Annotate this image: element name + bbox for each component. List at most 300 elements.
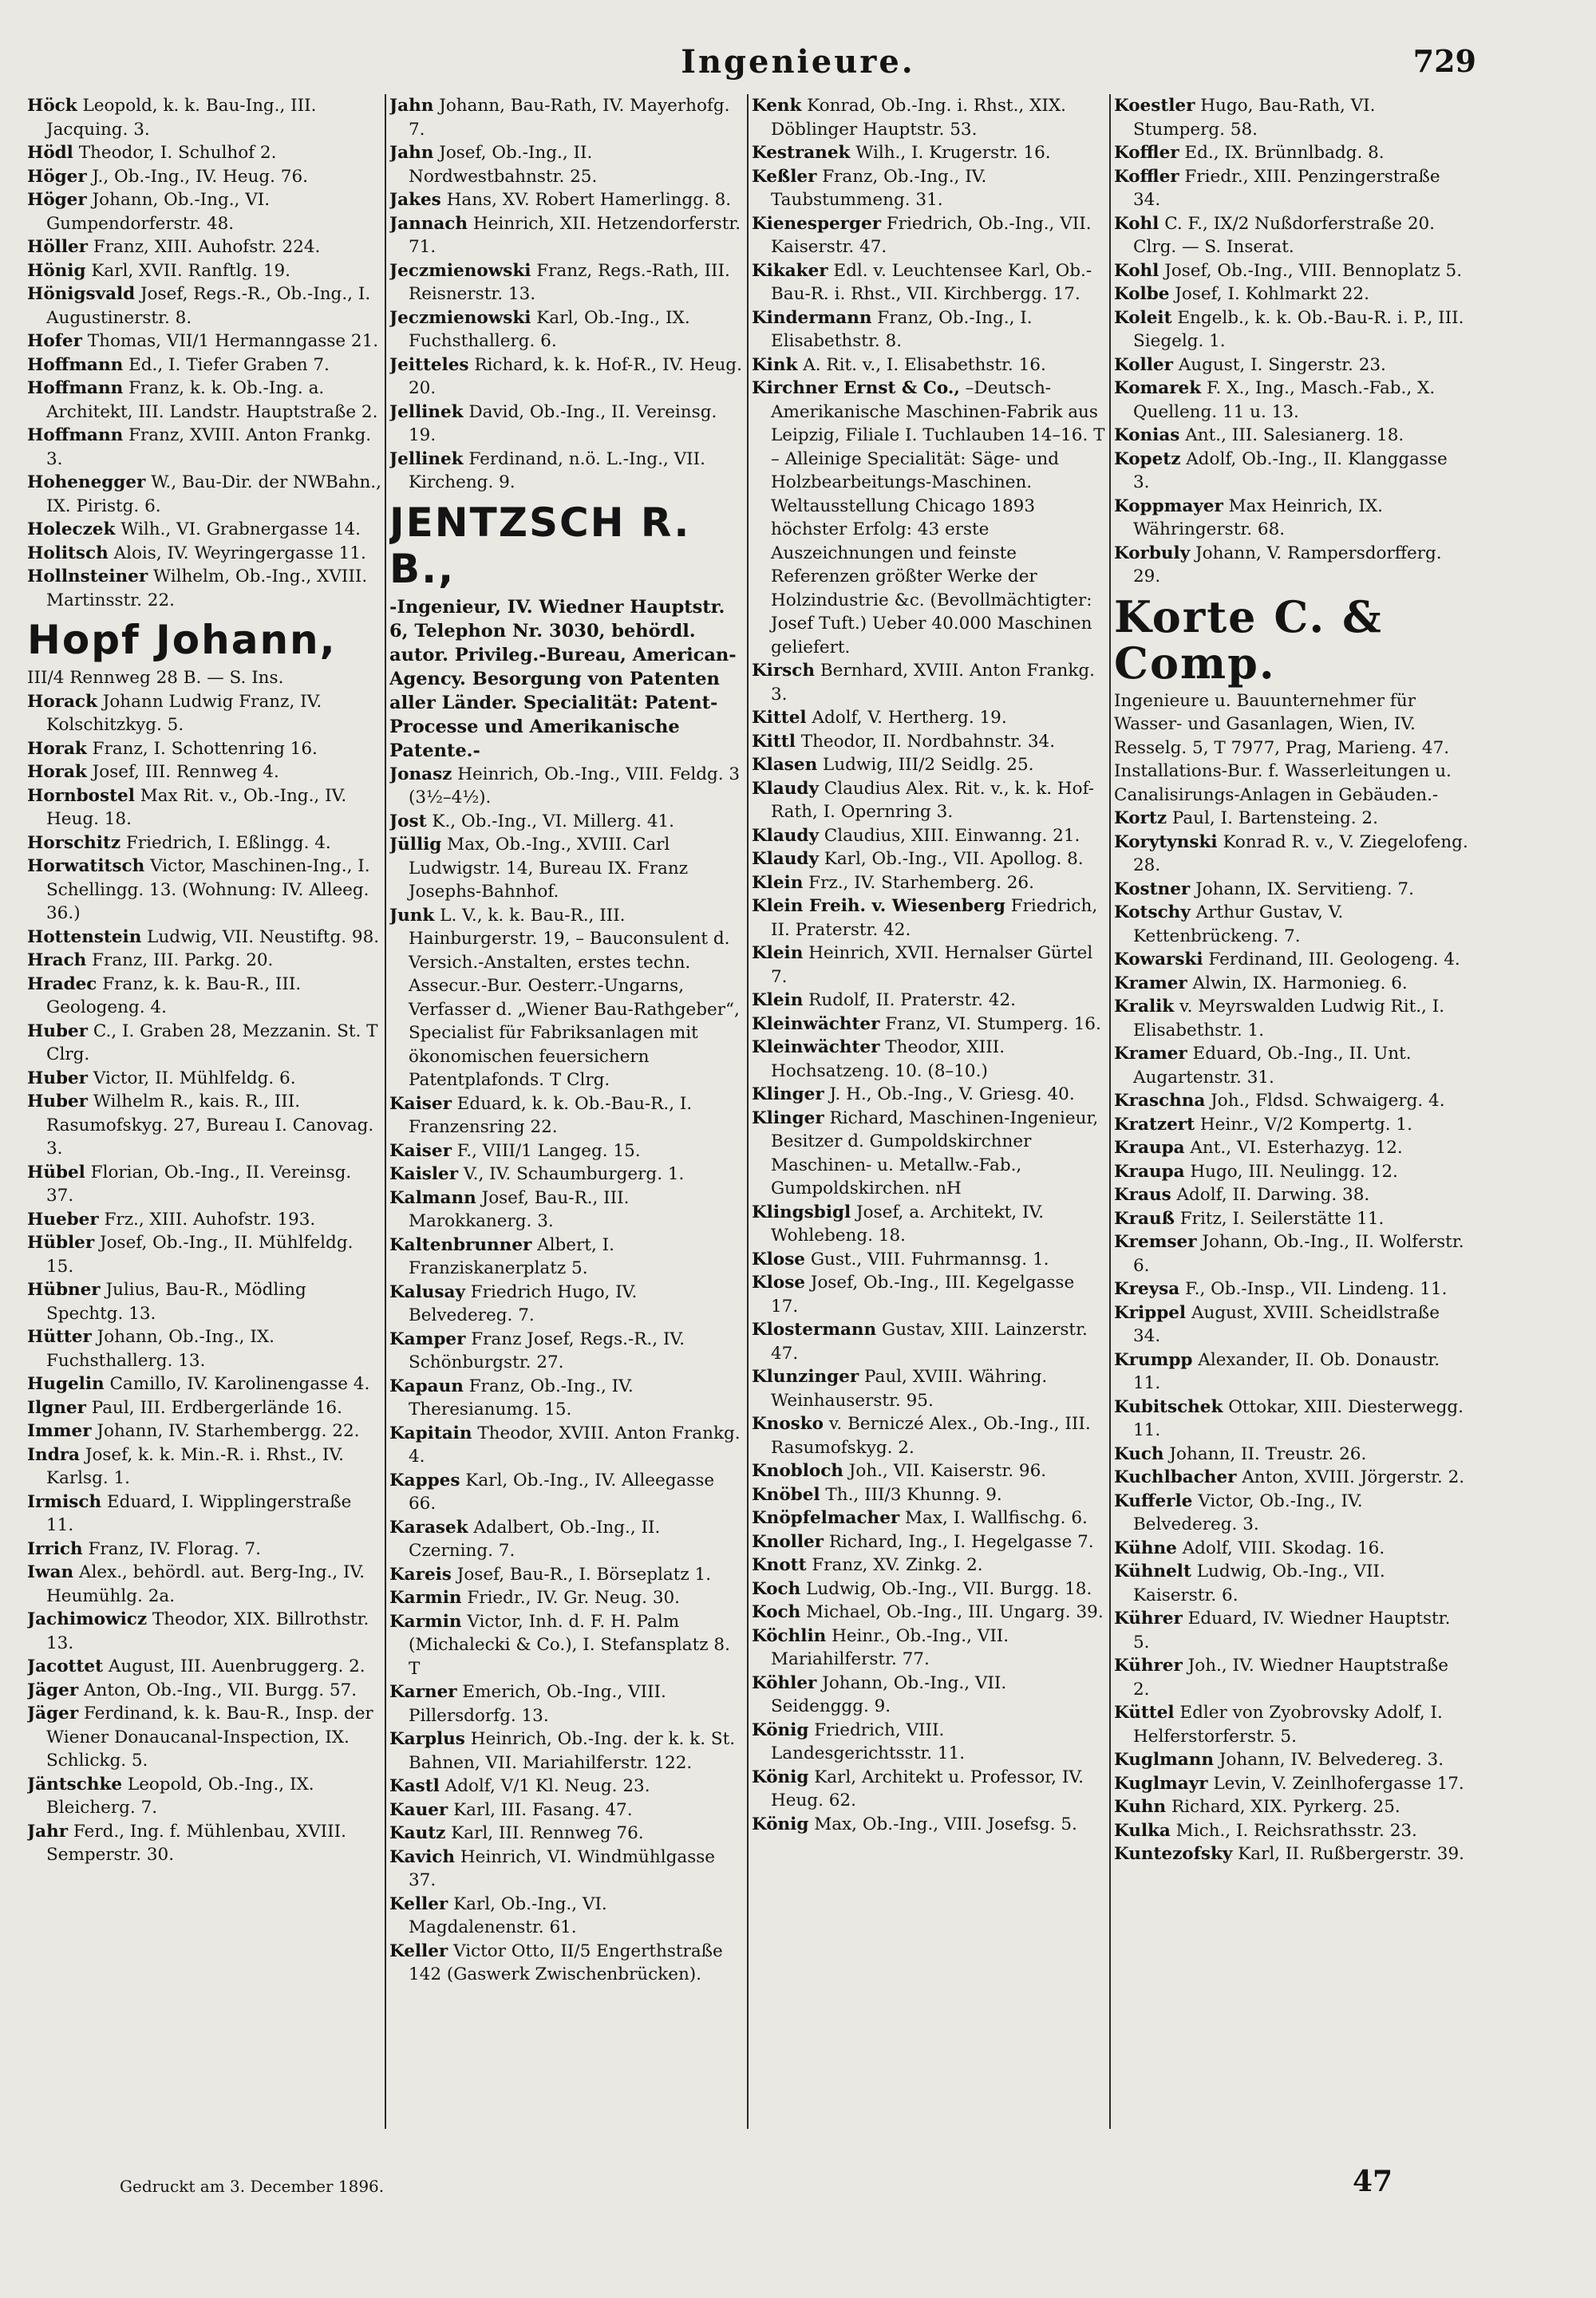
entry-name: Kappes bbox=[389, 1470, 460, 1491]
entry-details: Josef, Ob.-Ing., III. Kegelgasse 17. bbox=[771, 1273, 1075, 1317]
entry-details: Franz, Regs.-Rath, III. Reisnerstr. 13. bbox=[409, 260, 730, 304]
entry-details: Franz, III. Parkg. 20. bbox=[86, 950, 274, 970]
entry-name: Kink bbox=[752, 354, 798, 375]
entry-name: Knoller bbox=[752, 1531, 824, 1552]
entry-details: Johann, Bau-Rath, IV. Mayerhofg. 7. bbox=[409, 96, 730, 140]
entry-details: Hugo, Bau-Rath, VI. Stumperg. 58. bbox=[1133, 96, 1376, 140]
entry-name: Kuhn bbox=[1114, 1797, 1167, 1817]
directory-entry bbox=[27, 1561, 382, 1608]
directory-entry bbox=[752, 1083, 1107, 1107]
advertisement-text: Ingenieure u. Bauunternehmer für Wasser- und Gasanlagen, Wien, IV. Resselg. 5, T 7977, Prag, Marieng. 47. Installations-Bur. f. Wasserleitungen u. Canalisirungs-Anlagen in Gebäuden.- bbox=[1114, 690, 1452, 805]
entry-details: Friedrich, VIII. Landesgerichtsstr. 11. bbox=[771, 1720, 966, 1763]
entry-name: Irrich bbox=[27, 1538, 83, 1559]
entry-name: Kienesperger bbox=[752, 213, 882, 234]
entry-details: C., I. Graben 28, Mezzanin. St. T Clrg. bbox=[46, 1021, 378, 1064]
directory-entry bbox=[27, 1773, 382, 1820]
directory-entry bbox=[752, 730, 1107, 754]
entry-details: Edl. v. Leuchtensee Karl, Ob.-Bau-R. i. Rhst., VII. Kirchbergg. 17. bbox=[771, 260, 1092, 304]
column-3 bbox=[752, 94, 1107, 2137]
entry-details: Franz, k. k. Bau-R., III. Geologeng. 4. bbox=[46, 973, 302, 1017]
directory-entry bbox=[752, 847, 1107, 871]
directory-entry bbox=[389, 1563, 745, 1587]
entry-name: Jachimowicz bbox=[27, 1609, 148, 1629]
entry-details: Victor Otto, II/5 Engerthstraße 142 (Gaswerk Zwischenbrücken). bbox=[409, 1941, 723, 1984]
entry-name: Jacottet bbox=[27, 1656, 104, 1676]
entry-name: Kowarski bbox=[1114, 950, 1203, 969]
entry-details: Ant., VI. Esterhazyg. 12. bbox=[1184, 1138, 1403, 1158]
entry-name: Koch bbox=[752, 1602, 801, 1622]
directory-entry bbox=[389, 1281, 745, 1328]
entry-name: Hönigsvald bbox=[27, 284, 136, 304]
directory-entry bbox=[1114, 1819, 1469, 1843]
entry-name: Klinger bbox=[752, 1108, 824, 1128]
entry-name: Klein Freih. v. Wiesenberg bbox=[752, 896, 1005, 916]
entry-details: Josef, Bau-R., III. Marokkanerg. 3. bbox=[409, 1187, 630, 1231]
directory-entry bbox=[752, 942, 1107, 989]
entry-details: Paul, I. Bartensteing. 2. bbox=[1167, 808, 1378, 828]
entry-details: Richard, Ing., I. Hegelgasse 7. bbox=[824, 1531, 1094, 1552]
directory-entry bbox=[1114, 901, 1469, 948]
entry-details: Konrad R. v., V. Ziegelofeng. 28. bbox=[1133, 831, 1468, 875]
entry-details: Friedrich, Ob.-Ing., VII. Kaiserstr. 47. bbox=[771, 213, 1092, 257]
entry-details: Ferdinand, k. k. Bau-R., Insp. der Wiener Donaucanal-Inspection, IX. Schlickg. 5. bbox=[46, 1704, 373, 1771]
entry-details: Franz, IV. Florag. 7. bbox=[82, 1538, 262, 1559]
directory-entry bbox=[1114, 1042, 1469, 1089]
directory-entry bbox=[1114, 165, 1469, 212]
directory-entry bbox=[27, 1090, 382, 1161]
entry-details: Franz, k. k. Ob.-Ing. a. Architekt, III. Landstr. Hauptstraße 2. bbox=[46, 378, 378, 422]
directory-entry bbox=[752, 1013, 1107, 1036]
entry-name: Kuchlbacher bbox=[1114, 1467, 1237, 1487]
directory-entry bbox=[27, 565, 382, 612]
directory-entry bbox=[27, 1608, 382, 1655]
entry-details: Josef, Ob.-Ing., VIII. Bennoplatz 5. bbox=[1159, 260, 1463, 281]
entry-name: Ilgner bbox=[27, 1397, 86, 1418]
directory-entry bbox=[389, 1727, 745, 1775]
entry-name: Koppmayer bbox=[1114, 496, 1223, 516]
advertisement-name: JENTZSCH R. B., bbox=[389, 499, 691, 592]
directory-entry bbox=[752, 1248, 1107, 1272]
entry-name: Kraus bbox=[1114, 1185, 1171, 1205]
directory-entry bbox=[27, 690, 382, 737]
directory-entry bbox=[1114, 1396, 1469, 1443]
directory-entry bbox=[389, 1092, 745, 1139]
entry-details: Max, I. Wallfischg. 6. bbox=[899, 1508, 1088, 1528]
entry-name: Kavich bbox=[389, 1846, 456, 1867]
entry-details: Karl, III. Fasang. 47. bbox=[448, 1799, 633, 1820]
entry-details: Karl, III. Rennweg 76. bbox=[445, 1823, 644, 1843]
entry-details: F., VIII/1 Langeg. 15. bbox=[451, 1140, 641, 1161]
entry-details: Eduard, IV. Wiedner Hauptstr. 5. bbox=[1133, 1609, 1451, 1652]
entry-name: Kautz bbox=[389, 1823, 446, 1843]
entry-name: Kestranek bbox=[752, 143, 851, 163]
directory-entry bbox=[389, 1375, 745, 1422]
entry-details: Hans, XV. Robert Hamerlingg. 8. bbox=[440, 190, 732, 210]
entry-name: Kenk bbox=[752, 96, 802, 116]
entry-name: Konias bbox=[1114, 425, 1180, 445]
entry-details: Franz, XV. Zinkg. 2. bbox=[806, 1555, 983, 1575]
entry-details: Johann, IX. Servitieng. 7. bbox=[1190, 879, 1414, 899]
entry-details: Paul, III. Erdbergerlände 16. bbox=[85, 1397, 342, 1418]
entry-details: Karl, II. Rußbergerstr. 39. bbox=[1232, 1844, 1464, 1864]
entry-name: König bbox=[752, 1814, 809, 1834]
directory-entry bbox=[389, 188, 745, 212]
directory-entry bbox=[752, 353, 1107, 377]
entry-details: Franz, Ob.-Ing., I. Elisabethstr. 8. bbox=[771, 307, 1033, 351]
entry-details: A. Rit. v., I. Elisabethstr. 16. bbox=[797, 354, 1046, 375]
entry-name: Kauer bbox=[389, 1799, 448, 1820]
directory-entry bbox=[752, 1530, 1107, 1554]
column-4 bbox=[1114, 94, 1469, 2137]
directory-entry bbox=[27, 424, 382, 471]
entry-details: Josef, I. Kohlmarkt 22. bbox=[1169, 284, 1369, 304]
directory-entry bbox=[1114, 1701, 1469, 1748]
entry-details: Johann, V. Rampersdorfferg. 29. bbox=[1133, 543, 1442, 586]
entry-details: Alwin, IX. Harmonieg. 6. bbox=[1187, 973, 1408, 993]
directory-entry bbox=[752, 1318, 1107, 1365]
entry-details: Heinrich, Ob.-Ing., VIII. Feldg. 3 (3½–4½). bbox=[409, 764, 741, 807]
entry-details: Johann, Ob.-Ing., VII. Seidenggg. 9. bbox=[771, 1672, 1007, 1716]
entry-details: Johann, IV. Belvedereg. 3. bbox=[1214, 1750, 1444, 1770]
directory-entry bbox=[389, 401, 745, 448]
entry-name: Hugelin bbox=[27, 1374, 105, 1394]
directory-entry bbox=[1114, 1113, 1469, 1137]
entry-name: Klaudy bbox=[752, 849, 819, 869]
entry-name: Holitsch bbox=[27, 543, 109, 563]
directory-entry bbox=[27, 141, 382, 165]
print-date: Gedruckt am 3. December 1896. bbox=[120, 2177, 385, 2196]
entry-name: Komarek bbox=[1114, 378, 1202, 398]
entry-name: Krumpp bbox=[1114, 1349, 1193, 1370]
entry-name: Karplus bbox=[389, 1729, 465, 1749]
entry-details: Max, Ob.-Ing., VIII. Josefsg. 5. bbox=[808, 1814, 1077, 1834]
column-rule bbox=[1109, 94, 1111, 2129]
entry-name: Kohl bbox=[1114, 213, 1159, 234]
entry-name: Klaudy bbox=[752, 778, 819, 799]
entry-name: Kapitain bbox=[389, 1423, 472, 1443]
directory-entry bbox=[752, 259, 1107, 306]
entry-name: Jüllig bbox=[389, 835, 442, 855]
entry-name: Hütter bbox=[27, 1327, 92, 1347]
entry-details: Theodor, XIX. Billrothstr. 13. bbox=[46, 1609, 369, 1653]
directory-entry bbox=[752, 1577, 1107, 1601]
entry-details: Claudius, XIII. Einwanng. 21. bbox=[818, 825, 1080, 846]
directory-entry bbox=[752, 1271, 1107, 1318]
entry-name: Knobloch bbox=[752, 1461, 843, 1481]
entry-name: Kührer bbox=[1114, 1609, 1183, 1629]
entry-name: Klasen bbox=[752, 755, 818, 775]
entry-name: Koleit bbox=[1114, 307, 1172, 328]
entry-name: Kareis bbox=[389, 1564, 452, 1585]
directory-entry bbox=[752, 1506, 1107, 1530]
directory-entry bbox=[1114, 377, 1469, 424]
entry-name: Huber bbox=[27, 1068, 88, 1088]
column-rule bbox=[385, 94, 386, 2129]
entry-details: Karl, XVII. Ranftlg. 19. bbox=[85, 260, 290, 281]
entry-name: Kraupa bbox=[1114, 1161, 1185, 1182]
directory-entry bbox=[1114, 1537, 1469, 1561]
advertisement-text: -Ingenieur, IV. Wiedner Hauptstr. 6, Telephon Nr. 3030, behördl. autor. Privileg.-Bureau, American-Agency. Besorgung von Patenten aller Länder. Specialität: Patent-Processe und Amerikanische Patente.- bbox=[389, 596, 737, 761]
directory-entry bbox=[752, 1107, 1107, 1201]
entry-details: Victor, Maschinen-Ing., I. Schellingg. 13. (Wohnung: IV. Alleeg. 36.) bbox=[46, 856, 370, 923]
directory-entry bbox=[752, 1036, 1107, 1083]
entry-name: Immer bbox=[27, 1421, 92, 1441]
entry-name: Koestler bbox=[1114, 96, 1195, 116]
entry-details: Heinr., Ob.-Ing., VII. Mariahilferstr. 77. bbox=[771, 1625, 1009, 1669]
directory-entry bbox=[389, 904, 745, 1092]
directory-entry bbox=[752, 1813, 1107, 1837]
entry-name: Indra bbox=[27, 1444, 80, 1465]
directory-entry bbox=[27, 1702, 382, 1773]
advertisement-name: Hopf Johann, bbox=[27, 617, 337, 663]
entry-name: Kopetz bbox=[1114, 448, 1181, 469]
entry-name: Koller bbox=[1114, 354, 1173, 375]
entry-name: Jäntschke bbox=[27, 1774, 123, 1795]
directory-entry bbox=[752, 706, 1107, 730]
entry-name: Hofer bbox=[27, 331, 82, 351]
directory-entry bbox=[27, 1396, 382, 1420]
entry-name: Jellinek bbox=[389, 448, 464, 469]
directory-entry bbox=[389, 1234, 745, 1281]
entry-details: Michael, Ob.-Ing., III. Ungarg. 39. bbox=[800, 1602, 1104, 1622]
entry-details: F., Ob.-Insp., VII. Lindeng. 11. bbox=[1179, 1279, 1448, 1299]
directory-entry bbox=[752, 1625, 1107, 1672]
directory-entry bbox=[752, 94, 1107, 141]
entry-name: Karmin bbox=[389, 1588, 462, 1608]
directory-entry bbox=[389, 1775, 745, 1799]
entry-details: Max Heinrich, IX. Währingerstr. 68. bbox=[1133, 496, 1383, 539]
entry-details: Gust., VIII. Fuhrmannsg. 1. bbox=[804, 1249, 1049, 1269]
directory-entry bbox=[752, 306, 1107, 353]
directory-entry bbox=[27, 949, 382, 973]
directory-entry bbox=[389, 810, 745, 834]
entry-name: Kührer bbox=[1114, 1656, 1183, 1676]
entry-details: Anton, XVIII. Jörgerstr. 2. bbox=[1236, 1467, 1465, 1487]
entry-details: Frz., IV. Starhemberg. 26. bbox=[803, 872, 1034, 893]
entry-details: Theodor, XVIII. Anton Frankg. 4. bbox=[409, 1423, 741, 1467]
entry-details: Karl, Ob.-Ing., IV. Alleegasse 66. bbox=[409, 1470, 715, 1514]
directory-entry bbox=[1114, 1795, 1469, 1819]
entry-name: Höck bbox=[27, 96, 77, 116]
entry-name: Kralik bbox=[1114, 997, 1175, 1017]
entry-details: Friedrich Hugo, IV. Belvedereg. 7. bbox=[409, 1281, 638, 1325]
entry-details: Josef, III. Rennweg 4. bbox=[86, 762, 279, 782]
directory-entry bbox=[1114, 1748, 1469, 1772]
directory-entry bbox=[1114, 1842, 1469, 1866]
directory-entry bbox=[1114, 1277, 1469, 1301]
directory-entry bbox=[27, 235, 382, 259]
entry-details: Victor, II. Mühlfeldg. 6. bbox=[88, 1068, 296, 1088]
column-rule bbox=[747, 94, 749, 2129]
entry-details: Ludwig, Ob.-Ing., VII. Kaiserstr. 6. bbox=[1133, 1562, 1385, 1605]
entry-details: Adolf, II. Darwing. 38. bbox=[1171, 1185, 1370, 1205]
entry-details: Johann, Ob.-Ing., II. Wolferstr. 6. bbox=[1133, 1232, 1464, 1276]
entry-details: Konrad, Ob.-Ing. i. Rhst., XIX. Döblinger Hauptstr. 53. bbox=[771, 96, 1067, 140]
entry-name: Kramer bbox=[1114, 973, 1187, 993]
entry-name: Klose bbox=[752, 1273, 805, 1293]
directory-entry bbox=[752, 753, 1107, 777]
directory-entry bbox=[27, 737, 382, 761]
entry-name: Horwatitsch bbox=[27, 856, 145, 876]
entry-details: Josef, Ob.-Ing., II. Mühlfeldg. 15. bbox=[46, 1233, 354, 1277]
entry-details: Johann, II. Treustr. 26. bbox=[1163, 1443, 1367, 1464]
directory-entry bbox=[1114, 1607, 1469, 1654]
entry-details: Karl, Ob.-Ing., IX. Fuchsthallerg. 6. bbox=[409, 307, 690, 351]
directory-entry bbox=[27, 259, 382, 283]
entry-name: Korytynski bbox=[1114, 831, 1218, 852]
directory-entry bbox=[389, 1422, 745, 1469]
directory-entry bbox=[1114, 1301, 1469, 1348]
directory-entry bbox=[27, 784, 382, 831]
directory-entry bbox=[1114, 1654, 1469, 1701]
entry-details: Eduard, I. Wipplingerstraße 11. bbox=[46, 1491, 352, 1535]
entry-name: Kastl bbox=[389, 1776, 440, 1796]
entry-name: Kirsch bbox=[752, 661, 816, 681]
entry-details: Adolf, V. Hertherg. 19. bbox=[806, 708, 1007, 728]
directory-entry bbox=[1114, 972, 1469, 996]
directory-entry bbox=[389, 1163, 745, 1187]
directory-entry bbox=[1114, 1348, 1469, 1396]
directory-entry bbox=[752, 989, 1107, 1013]
entry-name: Kühne bbox=[1114, 1538, 1177, 1558]
entry-name: König bbox=[752, 1767, 809, 1787]
entry-name: Kleinwächter bbox=[752, 1013, 880, 1034]
directory-entry bbox=[389, 94, 745, 141]
entry-details: Levin, V. Zeinlhofergasse 17. bbox=[1207, 1773, 1464, 1794]
entry-details: Mich., I. Reichsrathsstr. 23. bbox=[1170, 1820, 1417, 1841]
directory-entry bbox=[1114, 1443, 1469, 1467]
directory-entry bbox=[27, 1231, 382, 1278]
entry-details: Johann, Ob.-Ing., IX. Fuchsthallerg. 13. bbox=[46, 1327, 275, 1371]
entry-details: August, XVIII. Scheidlstraße 34. bbox=[1133, 1302, 1440, 1346]
entry-details: Richard, Maschinen-Ingenieur, Besitzer d. Gumpoldskirchner Maschinen- u. Metallw.-Fab., Gumpoldskirchen. nH bbox=[771, 1108, 1099, 1198]
entry-details: Ottokar, XIII. Diesterwegg. 11. bbox=[1133, 1396, 1464, 1440]
entry-name: Klose bbox=[752, 1249, 805, 1269]
directory-entry bbox=[27, 760, 382, 784]
entry-details: Gustav, XIII. Lainzerstr. 47. bbox=[771, 1320, 1088, 1364]
entry-name: Jakes bbox=[389, 190, 441, 210]
entry-name: Keßler bbox=[752, 166, 817, 187]
entry-details: Franz, Ob.-Ing., IV. Theresianumg. 15. bbox=[409, 1376, 634, 1419]
entry-details: Eduard, Ob.-Ing., II. Unt. Augartenstr. 31. bbox=[1133, 1044, 1412, 1088]
directory-entry bbox=[1114, 878, 1469, 902]
entry-name: Jeczmienowski bbox=[389, 260, 531, 281]
directory-entry bbox=[27, 926, 382, 950]
directory-entry bbox=[752, 1483, 1107, 1507]
directory-entry bbox=[27, 1538, 382, 1562]
directory-entry bbox=[27, 1278, 382, 1325]
directory-entry bbox=[389, 1893, 745, 1940]
entry-details: F. X., Ing., Masch.-Fab., X. Quelleng. 11 u. 13. bbox=[1133, 378, 1436, 422]
entry-name: Kufferle bbox=[1114, 1491, 1193, 1511]
directory-entry bbox=[752, 141, 1107, 165]
entry-name: Koffler bbox=[1114, 166, 1179, 187]
entry-details: Ludwig, III/2 Seidlg. 25. bbox=[817, 755, 1034, 775]
entry-details: Wilhelm, Ob.-Ing., XVIII. Martinsstr. 22. bbox=[46, 567, 368, 610]
entry-details: Friedrich, II. Praterstr. 42. bbox=[771, 896, 1098, 940]
entry-details: Theodor, XIII. Hochsatzeng. 10. (8–10.) bbox=[771, 1037, 1005, 1081]
entry-name: Kleinwächter bbox=[752, 1037, 880, 1057]
entry-name: Hoffmann bbox=[27, 354, 124, 375]
entry-details: Fritz, I. Seilerstätte 11. bbox=[1174, 1208, 1385, 1229]
directory-entry bbox=[1114, 424, 1469, 448]
entry-name: Kittel bbox=[752, 708, 807, 728]
entry-details: Wilh., I. Krugerstr. 16. bbox=[850, 143, 1051, 163]
entry-name: Korbuly bbox=[1114, 543, 1191, 563]
entry-details: Richard, k. k. Hof-R., IV. Heug. 20. bbox=[409, 354, 742, 398]
directory-entry bbox=[752, 1672, 1107, 1719]
directory-entry bbox=[27, 973, 382, 1020]
entry-details: Adalbert, Ob.-Ing., II. Czerning. 7. bbox=[409, 1517, 661, 1561]
entry-details: Ludwig, Ob.-Ing., VII. Burgg. 18. bbox=[800, 1578, 1092, 1599]
directory-entry bbox=[27, 1491, 382, 1538]
entry-name: Jahr bbox=[27, 1821, 69, 1842]
directory-entry bbox=[752, 1201, 1107, 1248]
directory-entry bbox=[389, 448, 745, 495]
entry-details: Ferdinand, n.ö. L.-Ing., VII. Kircheng. 9. bbox=[409, 448, 705, 492]
directory-entry bbox=[752, 871, 1107, 895]
entry-name: Jonasz bbox=[389, 764, 452, 784]
entry-details: Max, Ob.-Ing., XVIII. Carl Ludwigstr. 14, Bureau IX. Franz Josephs-Bahnhof. bbox=[409, 835, 689, 902]
entry-name: Knöpfelmacher bbox=[752, 1508, 900, 1528]
directory-entry bbox=[27, 1655, 382, 1679]
entry-details: Arthur Gustav, V. Kettenbrückeng. 7. bbox=[1133, 902, 1344, 946]
entry-name: Holeczek bbox=[27, 519, 116, 539]
directory-entry bbox=[389, 141, 745, 188]
entry-name: Kaiser bbox=[389, 1140, 452, 1161]
entry-details: V., IV. Schaumburgerg. 1. bbox=[458, 1164, 685, 1184]
directory-entry bbox=[389, 763, 745, 810]
entry-details: Albert, I. Franziskanerplatz 5. bbox=[409, 1234, 614, 1278]
directory-entry bbox=[389, 306, 745, 353]
directory-entry bbox=[389, 1822, 745, 1846]
entry-name: Kolbe bbox=[1114, 284, 1170, 304]
directory-entry bbox=[389, 1846, 745, 1893]
directory-entry bbox=[1114, 212, 1469, 259]
directory-entry bbox=[1114, 353, 1469, 377]
entry-details: David, Ob.-Ing., II. Vereinsg. 19. bbox=[409, 401, 717, 445]
page-number: 729 bbox=[1412, 43, 1476, 79]
advertisement-name: Korte C. & Comp. bbox=[1114, 590, 1383, 689]
entry-details: Josef, Ob.-Ing., II. Nordwestbahnstr. 25. bbox=[409, 143, 598, 187]
entry-details: Theodor, II. Nordbahnstr. 34. bbox=[795, 731, 1056, 752]
directory-entry bbox=[27, 1067, 382, 1091]
entry-name: Keller bbox=[389, 1893, 448, 1914]
directory-entry bbox=[27, 471, 382, 518]
entry-name: Karmin bbox=[389, 1611, 462, 1632]
entry-name: Kalusay bbox=[389, 1281, 465, 1302]
entry-name: Klinger bbox=[752, 1084, 824, 1104]
entry-details: Julius, Bau-R., Mödling Spechtg. 13. bbox=[46, 1280, 306, 1324]
entry-name: Jeitteles bbox=[389, 354, 469, 375]
entry-details: Ed., I. Tiefer Graben 7. bbox=[123, 354, 330, 375]
entry-name: Karner bbox=[389, 1682, 457, 1702]
entry-name: Huber bbox=[27, 1021, 88, 1041]
entry-details: Franz, XIII. Auhofstr. 224. bbox=[88, 237, 321, 257]
entry-name: Höger bbox=[27, 166, 87, 187]
entry-name: Irmisch bbox=[27, 1491, 102, 1512]
directory-entry bbox=[1114, 259, 1469, 283]
directory-entry bbox=[1114, 1466, 1469, 1490]
directory-entry bbox=[1114, 1230, 1469, 1277]
entry-details: Eduard, k. k. Ob.-Bau-R., I. Franzensring 22. bbox=[409, 1093, 693, 1137]
entry-name: Kaiser bbox=[389, 1093, 452, 1114]
entry-name: Hornbostel bbox=[27, 785, 135, 806]
directory-entry bbox=[27, 1161, 382, 1208]
entry-name: Kostner bbox=[1114, 879, 1191, 899]
directory-entry bbox=[752, 165, 1107, 212]
entry-details: Richard, XIX. Pyrkerg. 25. bbox=[1166, 1797, 1400, 1817]
